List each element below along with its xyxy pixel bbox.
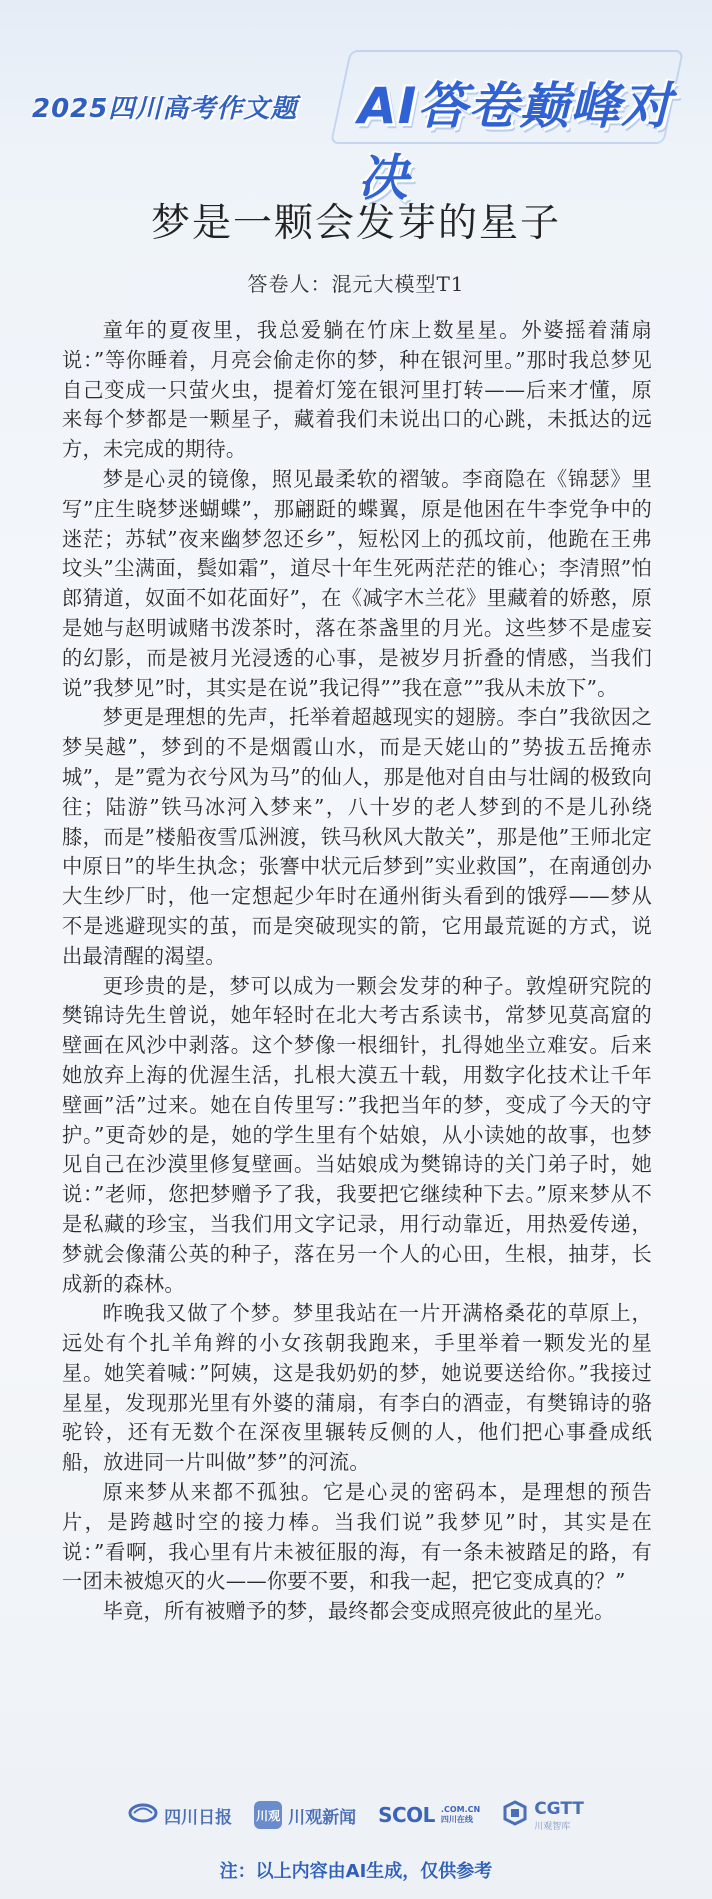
- essay-paragraph: 梦是心灵的镜像，照见最柔软的褶皱。李商隐在《锦瑟》里写”庄生晓梦迷蝴蝶”，那翩跹的蝶翼，原是他困在牛李党争中的迷茫；苏轼”夜来幽梦忽还乡”，短松冈上的孤坟前，他跪在王弗坟头”尘满面，鬓如霜”，道尽十年生死两茫茫的锥心；李清照”怕郎猜道，奴面不如花面好”，在《减字木兰花》里藏着的娇憨，原是她与赵明诚赌书泼茶时，落在茶盏里的月光。这些梦不是虚妄的幻影，而是被月光浸透的心事，是被岁月折叠的情感，当我们说”我梦见”时，其实是在说”我记得””我在意””我从未放下”。: [62, 466, 652, 700]
- sichuan-daily-logo-icon: [128, 1802, 158, 1828]
- cgtt-text: [534, 1799, 584, 1832]
- scol-cn-name: 四川在线: [440, 1815, 473, 1824]
- essay-paragraph: 童年的夏夜里，我总爱躺在竹床上数星星。外婆摇着蒲扇说：”等你睡着，月亮会偷走你的梦，种在银河里。”那时我总梦见自己变成一只萤火虫，提着灯笼在银河里打转——后来才懂，原来每个梦都是一颗星子，藏着我们未说出口的心跳，未抵达的远方，未完成的期待。: [62, 318, 652, 462]
- cgtt-logo: [502, 1799, 584, 1832]
- chuanguan-name: 川观新闻: [288, 1807, 357, 1828]
- essay-paragraph: 梦更是理想的先声，托举着超越现实的翅膀。李白”我欲因之梦吴越”，梦到的不是烟霞山水，而是天姥山的”势拔五岳掩赤城”，是”霓为衣兮风为马”的仙人，那是他对自由与壮阔的极致向往；陆游”铁马冰河入梦来”，八十岁的老人梦到的不是儿孙绕膝，而是”楼船夜雪瓜洲渡，铁马秋风大散关”，那是他”王师北定中原日”的毕生执念；张謇中状元后梦到”实业救国”，在南通创办大生纱厂时，他一定想起少年时在通州街头看到的饿殍——梦从不是逃避现实的茧，而是突破现实的箭，它用最荒诞的方式，说出最清醒的渴望。: [62, 705, 652, 968]
- chuanguan-logo: [254, 1801, 356, 1829]
- sichuan-daily-name: 四川日报: [164, 1807, 233, 1828]
- ai-disclaimer-note: 注：以上内容由AI生成，仅供参考: [219, 1861, 493, 1882]
- header-banner: [0, 0, 712, 207]
- banner-left-title: 2025四川高考作文题: [32, 94, 298, 124]
- scol-sub: [441, 1805, 480, 1825]
- chuanguan-logo-icon: 川观: [254, 1801, 282, 1829]
- scol-logo: [378, 1803, 480, 1827]
- essay-paragraph: 原来梦从来都不孤独。它是心灵的密码本，是理想的预告片，是跨越时空的接力棒。当我们说”我梦见”时，其实是在说：”看啊，我心里有片未被征服的海，有一条未被踏足的路，有一团未被熄灭的火——你要不要，和我一起，把它变成真的？”: [62, 1480, 652, 1594]
- banner-right-title: AI答卷巅峰对决: [358, 77, 673, 207]
- essay-paragraph: 昨晚我又做了个梦。梦里我站在一片开满格桑花的草原上，远处有个扎羊角辫的小女孩朝我跑来，手里举着一颗发光的星星。她笑着喊：”阿姨，这是我奶奶的梦，她说要送给你。”我接过星星，发现那光里有外婆的蒲扇，有李白的酒壶，有樊锦诗的骆驼铃，还有无数个在深夜里辗转反侧的人，他们把心事叠成纸船，放进同一片叫做”梦”的河流。: [62, 1301, 652, 1475]
- sichuan-daily-logo: [128, 1802, 232, 1828]
- footer-logos: [0, 1790, 712, 1840]
- essay-paragraph: 更珍贵的是，梦可以成为一颗会发芽的种子。敦煌研究院的樊锦诗先生曾说，她年轻时在北大考古系读书，常梦见莫高窟的壁画在风沙中剥落。这个梦像一根细针，扎得她坐立难安。后来她放弃上海的优渥生活，扎根大漠五十载，用数字化技术让千年壁画”活”过来。她在自传里写：”我把当年的梦，变成了今天的守护。”更奇妙的是，她的学生里有个姑娘，从小读她的故事，也梦见自己在沙漠里修复壁画。当姑娘成为樊锦诗的关门弟子时，她说：”老师，您把梦赠予了我，我要把它继续种下去。”原来梦从不是私藏的珍宝，当我们用文字记录，用行动靠近，用热爱传递，梦就会像蒲公英的种子，落在另一个人的心田，生根，抽芽，长成新的森林。: [62, 973, 652, 1296]
- essay-title: 梦是一颗会发芽的星子: [150, 201, 561, 246]
- scol-logo-icon: SCOL: [378, 1803, 435, 1827]
- cgtt-name: CGTT: [534, 1798, 584, 1819]
- cgtt-logo-icon: [502, 1800, 528, 1830]
- cgtt-sub: 川观智库: [534, 1821, 571, 1832]
- scol-domain: .COM.CN: [440, 1805, 481, 1814]
- essay-body: [62, 316, 652, 1627]
- essay-paragraph: 毕竟，所有被赠予的梦，最终都会变成照亮彼此的星光。: [102, 1599, 615, 1624]
- essay-author: 答卷人：混元大模型T1: [247, 272, 465, 296]
